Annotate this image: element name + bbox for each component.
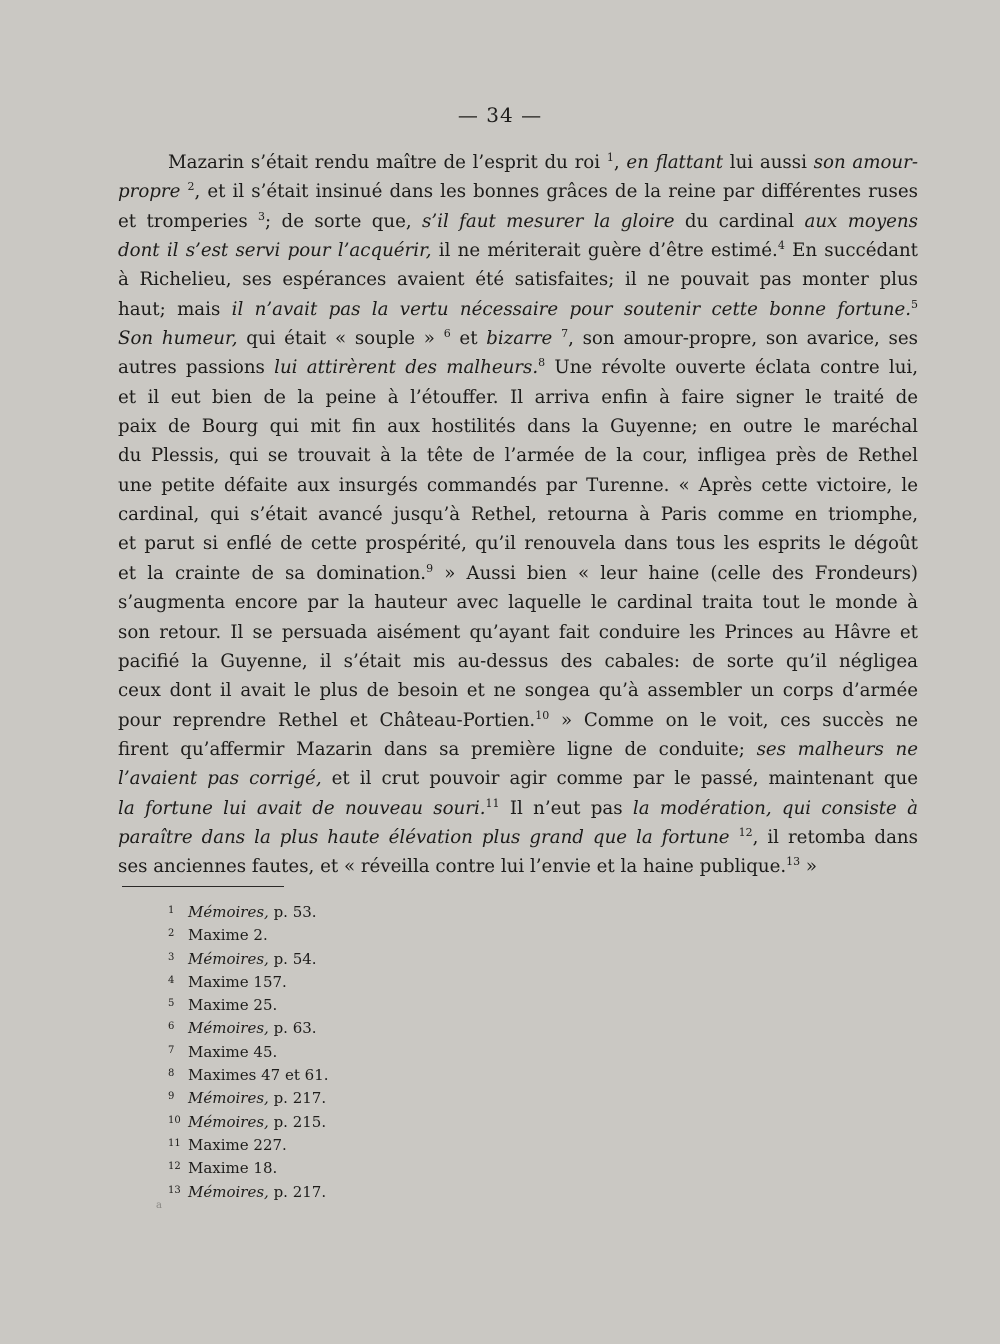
text-line [118, 353, 918, 382]
footnote-item [168, 1040, 568, 1063]
text-run: une petite défaite aux insurgés commandés par Turenne. « Après cette victoire, le [118, 474, 918, 496]
text-line [118, 735, 918, 764]
italic-run: Mémoires, [188, 1112, 269, 1131]
text-line [118, 148, 918, 177]
italic-run: dont il s’est servi pour l’acquérir, [118, 240, 432, 262]
text-run: ses anciennes fautes, et « réveilla contre lui l’envie et la haine publique. [118, 856, 787, 878]
footnote-number: 10 [168, 1114, 181, 1126]
footnote-ref: 11 [485, 796, 500, 810]
footnote-item [168, 1180, 568, 1203]
footnote-ref: 7 [561, 327, 569, 341]
text-run: du cardinal [674, 210, 805, 232]
text-run: Mazarin s’était rendu maître de l’esprit du roi [168, 152, 607, 173]
footnote-ref: 3 [258, 209, 266, 223]
footnote-number: 3 [168, 951, 175, 963]
text-line [118, 500, 918, 529]
text-run: Maxime 45. [188, 1042, 278, 1061]
footnote-item [168, 1063, 568, 1086]
footnote-item [168, 947, 568, 970]
text-line [118, 706, 918, 735]
text-run: » Aussi bien « leur haine (celle des Frondeurs) [433, 562, 918, 584]
text-run: Maxime 227. [188, 1135, 287, 1154]
footnote-item [168, 1156, 568, 1179]
text-run: il ne mériterait guère d’être estimé. [431, 240, 778, 262]
text-run [180, 181, 187, 202]
text-run: Une révolte ouverte éclata contre lui, [545, 357, 918, 379]
text-run: Maximes 47 et 61. [188, 1066, 329, 1085]
text-line [118, 588, 918, 617]
text-line [118, 265, 918, 294]
margin-mark: a [156, 1200, 162, 1211]
text-run: firent qu’affermir Mazarin dans sa première ligne de conduite; [118, 738, 757, 760]
footnote-ref: 6 [443, 327, 451, 341]
text-line [118, 559, 918, 588]
text-run [552, 328, 561, 349]
footnote-ref: 12 [738, 825, 753, 839]
text-line [118, 383, 918, 412]
text-run: Maxime 157. [188, 972, 287, 991]
footnote-ref: 13 [786, 855, 801, 869]
footnote-number: 13 [168, 1184, 181, 1196]
footnote-ref: 9 [426, 561, 434, 575]
footnote-number: 4 [168, 974, 175, 986]
footnote-ref: 5 [911, 297, 918, 311]
text-run: » [800, 856, 818, 878]
text-run: du Plessis, qui se trouvait à la tête de l’armée de la cour, infligea près de Rethel [118, 445, 918, 467]
text-line [118, 441, 918, 470]
italic-run: la fortune lui avait de nouveau souri. [118, 797, 486, 819]
text-run: Maxime 25. [188, 996, 278, 1015]
footnote-ref: 10 [535, 708, 550, 722]
italic-run: paraître dans la plus haute élévation plus grand que la fortune [118, 826, 730, 848]
text-run: , [613, 152, 627, 173]
footnote-number: 9 [168, 1091, 175, 1103]
footnote-item [168, 1133, 568, 1156]
text-run: p. 53. [268, 903, 317, 921]
italic-run: la modération, qui consiste à [632, 797, 918, 819]
footnote-item [168, 970, 568, 993]
text-run: s’augmenta encore par la hauteur avec laquelle le cardinal traita tout le monde à [118, 592, 918, 614]
italic-run: Mémoires, [188, 903, 269, 921]
text-run: p. 217. [268, 1089, 327, 1108]
italic-run: aux moyens [804, 210, 918, 232]
text-line [118, 412, 918, 441]
footnote-ref: 2 [187, 180, 195, 194]
text-run: et parut si enflé de cette prospérité, qu’il renouvela dans tous les esprits le dégoût [118, 533, 918, 555]
italic-run: en flattant [626, 152, 724, 173]
footnotes-list [168, 900, 568, 1203]
italic-run: s’il faut mesurer la gloire [422, 210, 675, 232]
footnote-item [168, 1086, 568, 1109]
text-run: , il retomba dans [752, 826, 918, 848]
footnote-item [168, 993, 568, 1016]
text-line [118, 794, 918, 823]
text-run: son retour. Il se persuada aisément qu’ayant fait conduire les Princes au Hâvre et [118, 621, 918, 643]
footnote-item [168, 1110, 568, 1133]
text-run: lui aussi [723, 152, 814, 173]
footnote-number: 11 [168, 1137, 181, 1149]
text-run: p. 215. [268, 1112, 327, 1131]
text-run: et il eut bien de la peine à l’étouffer. Il arriva enfin à faire signer le traité de [118, 386, 918, 408]
text-run [730, 827, 739, 848]
italic-run: Mémoires, [188, 1019, 269, 1038]
footnote-number: 12 [168, 1161, 181, 1173]
text-run: autres passions [118, 357, 275, 379]
italic-run: l’avaient pas corrigé, [118, 768, 322, 790]
italic-run: Mémoires, [188, 949, 269, 968]
italic-run: Mémoires, [188, 1089, 269, 1108]
italic-run: lui attirèrent des malheurs. [274, 357, 539, 379]
text-run: ; de sorte que, [265, 210, 423, 232]
text-line [118, 236, 918, 265]
text-line [118, 676, 918, 705]
text-run: , et il s’était insinué dans les bonnes grâces de la reine par différentes ruses [194, 181, 918, 203]
text-run: paix de Bourg qui mit fin aux hostilités dans la Guyenne; en outre le maréchal [118, 416, 918, 438]
text-line [118, 324, 918, 353]
text-run: Maxime 2. [188, 926, 268, 945]
text-run: et il crut pouvoir agir comme par le passé, maintenant que [321, 768, 918, 790]
italic-run: bizarre [486, 328, 553, 350]
footnote-item [168, 1016, 568, 1039]
italic-run: propre [118, 181, 181, 203]
text-run: p. 63. [268, 1019, 317, 1038]
text-run: » Comme on le voit, ces succès ne [549, 709, 918, 731]
text-line [118, 764, 918, 793]
footnote-ref: 8 [538, 356, 546, 370]
footnote-number: 2 [168, 928, 175, 940]
text-line [118, 471, 918, 500]
text-run: et la crainte de sa domination. [118, 562, 427, 584]
text-line [118, 618, 918, 647]
text-line [118, 177, 918, 206]
italic-run: son amour- [813, 152, 918, 173]
footnote-item [168, 900, 568, 923]
footnote-number: 8 [168, 1068, 175, 1080]
text-run: p. 54. [268, 949, 317, 968]
text-line [118, 295, 918, 324]
text-run: En succédant [784, 240, 918, 262]
footnote-separator [122, 886, 284, 887]
italic-run: Son humeur, [118, 328, 238, 350]
text-run: ceux dont il avait le plus de besoin et ne songea qu’à assembler un corps d’armée [118, 680, 918, 702]
text-run: , son amour-propre, son avarice, ses [568, 328, 918, 350]
italic-run: Mémoires, [188, 1182, 269, 1201]
text-line [118, 207, 918, 236]
text-run: à Richelieu, ses espérances avaient été satisfaites; il ne pouvait pas monter plus [118, 269, 918, 291]
text-line [118, 529, 918, 558]
text-run: et tromperies [118, 210, 259, 232]
text-line [118, 823, 918, 852]
italic-run: ses malheurs ne [756, 738, 918, 760]
text-run: et [450, 328, 487, 350]
text-run: haut; mais [118, 298, 232, 320]
text-line [118, 852, 918, 881]
italic-run: il n’avait pas la vertu nécessaire pour soutenir cette bonne fortune. [231, 298, 911, 320]
footnote-number: 7 [168, 1044, 175, 1056]
text-run: Il n’eut pas [499, 797, 633, 819]
text-run: cardinal, qui s’était avancé jusqu’à Rethel, retourna à Paris comme en triomphe, [118, 504, 918, 526]
page-number: — 34 — [457, 103, 543, 127]
text-line [118, 647, 918, 676]
footnote-number: 1 [168, 905, 175, 916]
text-run: p. 217. [268, 1182, 327, 1201]
footnote-ref: 1 [606, 151, 614, 164]
footnote-number: 6 [168, 1021, 175, 1033]
footnote-number: 5 [168, 998, 175, 1010]
footnote-item [168, 923, 568, 946]
text-run: pour reprendre Rethel et Château-Portien. [118, 709, 536, 731]
footnote-ref: 4 [777, 239, 785, 253]
text-run: qui était « souple » [237, 328, 444, 350]
text-run: Maxime 18. [188, 1159, 278, 1178]
text-run: pacifié la Guyenne, il s’était mis au-dessus des cabales: de sorte qu’il négligea [118, 650, 918, 672]
body-paragraph [118, 148, 918, 882]
